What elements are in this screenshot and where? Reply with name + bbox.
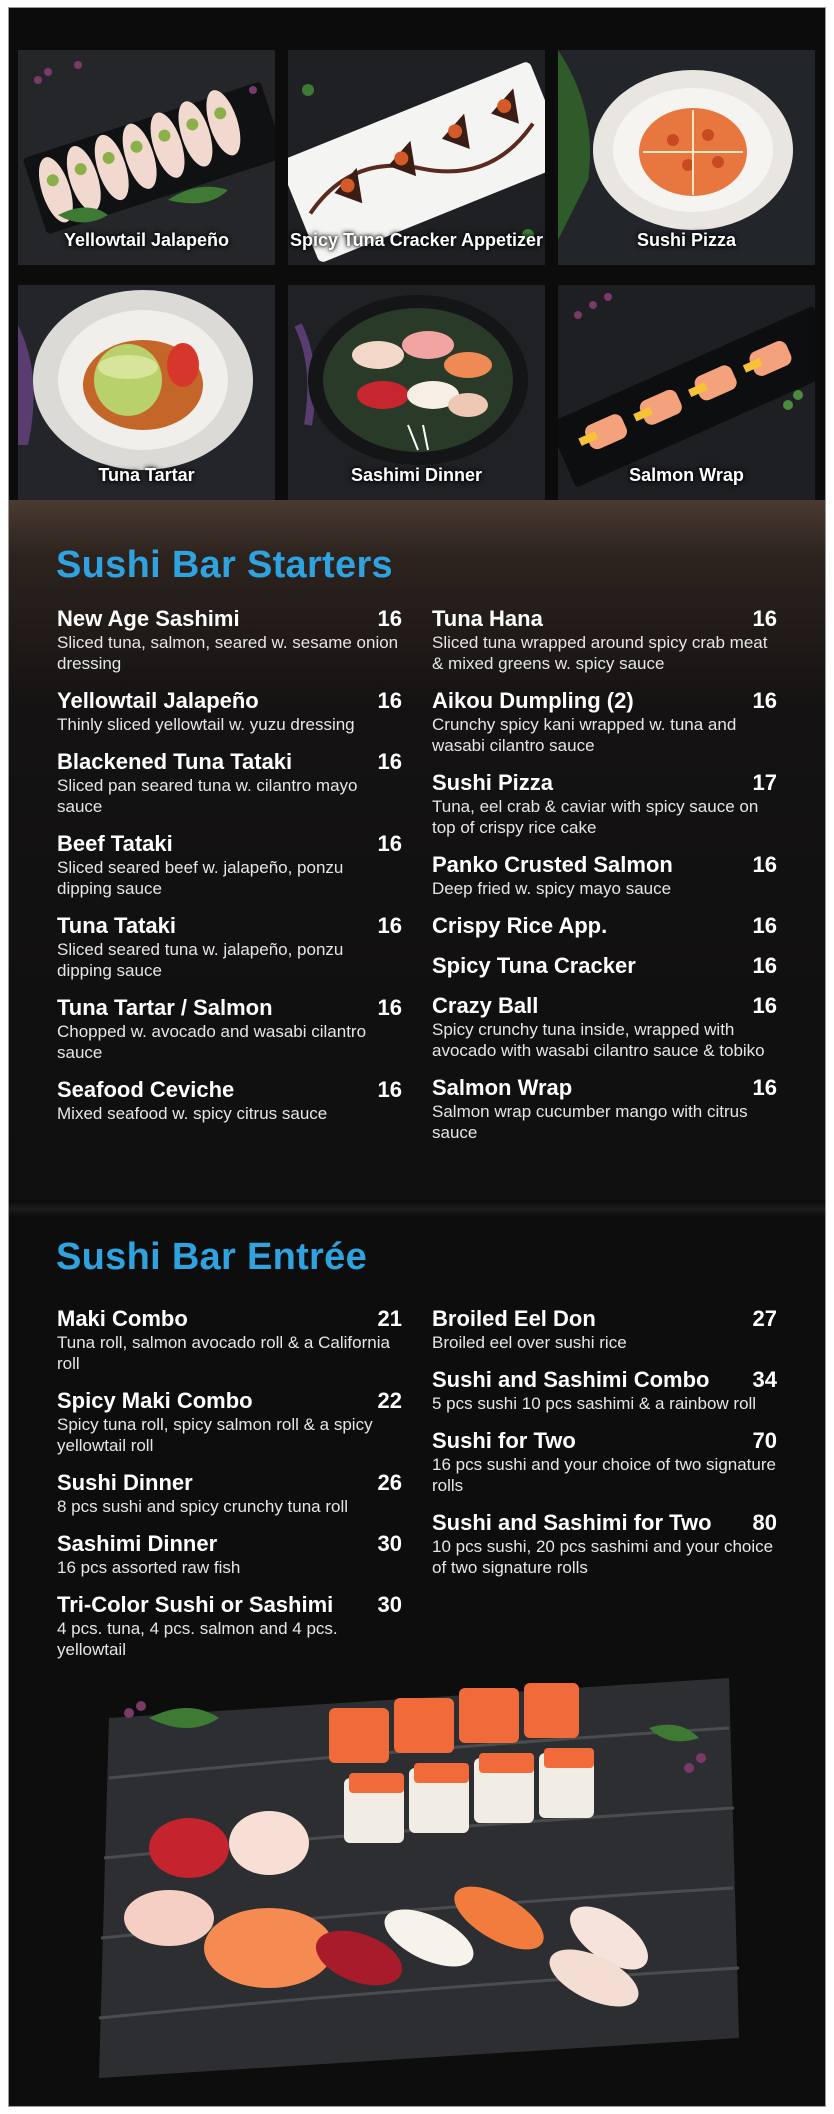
menu-item-price: 70	[752, 1428, 777, 1453]
photo-label: Sashimi Dinner	[350, 465, 483, 485]
menu-item-description: Spicy tuna roll, spicy salmon roll & a spicy yellowtail roll	[57, 1415, 373, 1455]
menu-item-header	[432, 1428, 777, 1454]
photo-label: Salmon Wrap	[629, 465, 744, 485]
menu-item-name: Sushi for Two	[432, 1428, 576, 1453]
menu-item-description: 8 pcs sushi and spicy crunchy tuna roll	[57, 1497, 349, 1516]
menu-item-price: 16	[752, 993, 777, 1018]
menu-item-crispy-rice-app	[432, 913, 777, 939]
menu-item-header	[432, 1510, 777, 1536]
menu-item-description: Broiled eel over sushi rice	[432, 1333, 627, 1352]
menu-item-sushi-for-two	[432, 1428, 777, 1496]
menu-item-price: 16	[377, 913, 402, 938]
menu-item-price: 17	[752, 770, 777, 795]
menu-item-name: Seafood Ceviche	[57, 1077, 235, 1102]
section-divider	[9, 1200, 825, 1218]
menu-item-price: 16	[377, 995, 402, 1020]
menu-item-header	[57, 1531, 402, 1557]
menu-item-price: 16	[377, 749, 402, 774]
menu-item-description: Mixed seafood w. spicy citrus sauce	[57, 1104, 328, 1123]
starters-left-column	[57, 606, 402, 1138]
entree-section	[9, 1218, 825, 2106]
menu-item-description: Tuna roll, salmon avocado roll & a California roll	[57, 1333, 390, 1373]
menu-item-description: Sliced pan seared tuna w. cilantro mayo sauce	[57, 776, 358, 816]
photo-sushi-pizza	[558, 50, 815, 265]
menu-item-description: 16 pcs assorted raw fish	[57, 1558, 241, 1577]
photo-spicy-tuna-cracker	[288, 50, 545, 265]
menu-item-description: 4 pcs. tuna, 4 pcs. salmon and 4 pcs. yellowtail	[57, 1619, 338, 1659]
menu-item-name: Salmon Wrap	[432, 1075, 573, 1100]
menu-item-crazy-ball	[432, 993, 777, 1061]
menu-item-header	[432, 1306, 777, 1332]
menu-item-name: Beef Tataki	[57, 831, 173, 856]
menu-item-price: 16	[377, 688, 402, 713]
menu-item-aikou-dumpling-2	[432, 688, 777, 756]
menu-item-description: Sliced tuna, salmon, seared w. sesame onion dressing	[57, 633, 399, 673]
menu-item-header	[432, 993, 777, 1019]
menu-item-price: 16	[752, 688, 777, 713]
menu-item-name: Tri-Color Sushi or Sashimi	[57, 1592, 334, 1617]
menu-item-description: Sliced tuna wrapped around spicy crab meat & mixed greens w. spicy sauce	[432, 633, 768, 673]
menu-item-header	[432, 1367, 777, 1393]
menu-item-price: 21	[377, 1306, 402, 1331]
menu-item-sushi-pizza	[432, 770, 777, 838]
menu-item-price: 16	[752, 913, 777, 938]
menu-item-description: 16 pcs sushi and your choice of two signature rolls	[432, 1455, 776, 1495]
menu-item-name: Tuna Hana	[432, 606, 543, 631]
menu-item-name: Aikou Dumpling (2)	[432, 688, 634, 713]
menu-item-sushi-and-sashimi-for-two	[432, 1510, 777, 1578]
entree-left-column	[57, 1306, 402, 1674]
menu-item-price: 16	[752, 1075, 777, 1100]
menu-item-header	[57, 1470, 402, 1496]
menu-item-name: New Age Sashimi	[57, 606, 240, 631]
menu-item-description: Crunchy spicy kani wrapped w. tuna and wasabi cilantro sauce	[432, 715, 737, 755]
menu-item-description: Sliced seared beef w. jalapeño, ponzu dipping sauce	[57, 858, 344, 898]
menu-item-header	[432, 953, 777, 979]
menu-item-panko-crusted-salmon	[432, 852, 777, 899]
menu-item-name: Sushi and Sashimi Combo	[432, 1367, 710, 1392]
menu-item-name: Panko Crusted Salmon	[432, 852, 673, 877]
menu-item-tuna-tataki	[57, 913, 402, 981]
menu-item-sushi-and-sashimi-combo	[432, 1367, 777, 1414]
photo-label: Sushi Pizza	[636, 230, 737, 250]
menu-item-blackened-tuna-tataki	[57, 749, 402, 817]
menu-item-tuna-tartar-salmon	[57, 995, 402, 1063]
menu-item-header	[57, 688, 402, 714]
menu-item-name: Crispy Rice App.	[432, 913, 608, 938]
menu-item-maki-combo	[57, 1306, 402, 1374]
menu-item-price: 80	[752, 1510, 777, 1535]
menu-item-header	[57, 913, 402, 939]
menu-item-name: Sushi and Sashimi for Two	[432, 1510, 712, 1535]
menu-item-price: 26	[377, 1470, 402, 1495]
menu-item-salmon-wrap	[432, 1075, 777, 1143]
menu-item-header	[432, 606, 777, 632]
menu-item-price: 22	[377, 1388, 402, 1413]
menu-item-name: Spicy Tuna Cracker	[432, 953, 636, 978]
menu-item-price: 16	[377, 606, 402, 631]
menu-item-description: Deep fried w. spicy mayo sauce	[432, 879, 672, 898]
menu-item-price: 27	[752, 1306, 777, 1331]
menu-item-price: 16	[377, 831, 402, 856]
menu-item-header	[432, 913, 777, 939]
menu-item-price: 30	[377, 1531, 402, 1556]
menu-item-name: Maki Combo	[57, 1306, 188, 1331]
menu-item-sashimi-dinner	[57, 1531, 402, 1578]
menu-item-name: Spicy Maki Combo	[57, 1388, 253, 1413]
menu-item-description: Tuna, eel crab & caviar with spicy sauce on top of crispy rice cake	[432, 797, 759, 837]
entree-right-column	[432, 1306, 777, 1592]
menu-item-header	[57, 1077, 402, 1103]
menu-item-price: 16	[752, 606, 777, 631]
menu-item-header	[432, 770, 777, 796]
menu-item-name: Sashimi Dinner	[57, 1531, 218, 1556]
menu-item-header	[57, 995, 402, 1021]
menu-item-header	[57, 606, 402, 632]
menu-item-spicy-maki-combo	[57, 1388, 402, 1456]
menu-item-description: 5 pcs sushi 10 pcs sashimi & a rainbow roll	[432, 1394, 757, 1413]
photo-yellowtail-jalapeno	[18, 50, 275, 265]
photo-tuna-tartar	[18, 285, 275, 500]
menu-item-price: 30	[377, 1592, 402, 1617]
menu-item-name: Tuna Tataki	[57, 913, 176, 938]
menu-item-header	[57, 1306, 402, 1332]
menu-item-tri-color-sushi-or-sashimi	[57, 1592, 402, 1660]
menu-item-header	[57, 1388, 402, 1414]
menu-item-seafood-ceviche	[57, 1077, 402, 1124]
menu-item-price: 16	[377, 1077, 402, 1102]
menu-item-description: Spicy crunchy tuna inside, wrapped with avocado with wasabi cilantro sauce & tobiko	[432, 1020, 765, 1060]
menu-item-name: Blackened Tuna Tataki	[57, 749, 293, 774]
menu-item-description: Thinly sliced yellowtail w. yuzu dressing	[57, 715, 355, 734]
menu-item-description: 10 pcs sushi, 20 pcs sashimi and your choice of two signature rolls	[432, 1537, 774, 1577]
menu-item-header	[432, 688, 777, 714]
section-title: Sushi Bar Starters	[56, 544, 393, 586]
photo-sashimi-dinner	[288, 285, 545, 500]
photo-label: Spicy Tuna Cracker Appetizer	[289, 230, 544, 250]
starters-section	[9, 500, 825, 1200]
menu-item-header	[57, 831, 402, 857]
menu-item-header	[432, 852, 777, 878]
menu-item-header	[57, 749, 402, 775]
menu-item-broiled-eel-don	[432, 1306, 777, 1353]
menu-item-beef-tataki	[57, 831, 402, 899]
menu-item-price: 16	[752, 953, 777, 978]
photo-salmon-wrap	[558, 285, 815, 500]
photo-label: Yellowtail Jalapeño	[63, 230, 230, 250]
section-title: Sushi Bar Entrée	[56, 1236, 368, 1278]
menu-item-sushi-dinner	[57, 1470, 402, 1517]
menu-item-header	[57, 1592, 402, 1618]
menu-item-description: Salmon wrap cucumber mango with citrus sauce	[432, 1102, 748, 1142]
sushi-platter-photo	[89, 1658, 749, 2098]
menu-item-name: Broiled Eel Don	[432, 1306, 596, 1331]
menu-item-spicy-tuna-cracker	[432, 953, 777, 979]
starters-right-column	[432, 606, 777, 1157]
menu-item-description: Chopped w. avocado and wasabi cilantro sauce	[57, 1022, 367, 1062]
menu-item-description: Sliced seared tuna w. jalapeño, ponzu dipping sauce	[57, 940, 344, 980]
menu-panel	[9, 8, 825, 2106]
photo-grid	[18, 50, 816, 500]
menu-item-price: 16	[752, 852, 777, 877]
menu-item-name: Sushi Pizza	[432, 770, 554, 795]
menu-item-new-age-sashimi	[57, 606, 402, 674]
menu-item-name: Yellowtail Jalapeño	[57, 688, 259, 713]
menu-item-yellowtail-jalape-o	[57, 688, 402, 735]
menu-item-name: Tuna Tartar / Salmon	[57, 995, 273, 1020]
photo-label: Tuna Tartar	[98, 465, 195, 485]
menu-item-price: 34	[752, 1367, 777, 1392]
menu-item-name: Sushi Dinner	[57, 1470, 193, 1495]
menu-item-header	[432, 1075, 777, 1101]
menu-item-tuna-hana	[432, 606, 777, 674]
menu-item-name: Crazy Ball	[432, 993, 539, 1018]
